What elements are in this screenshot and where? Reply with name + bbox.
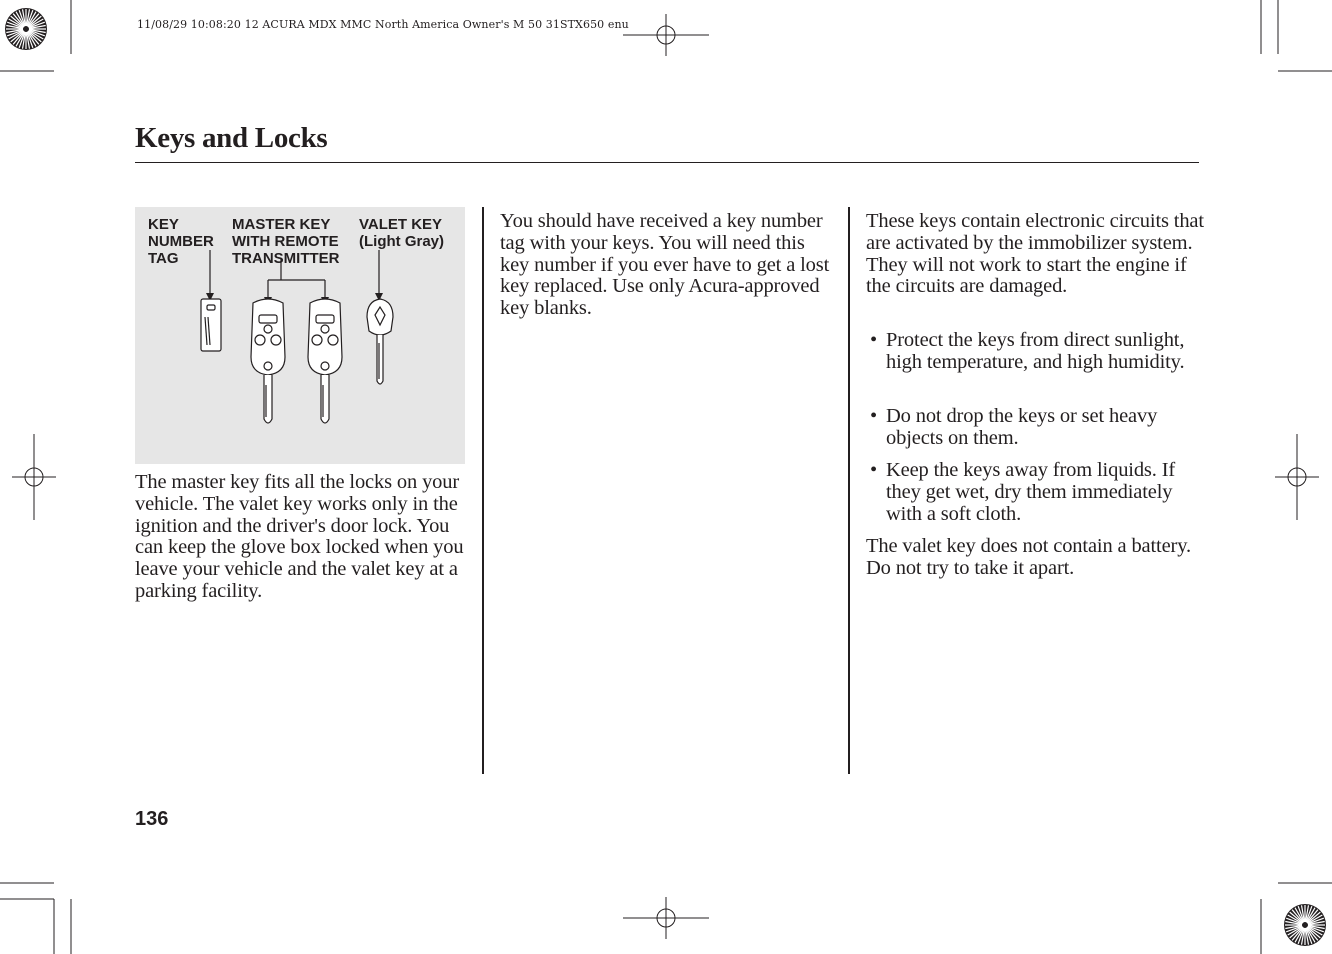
col2-paragraph: You should have received a key number tag with your keys. You will need this key number if you ever have to get a lost key replaced. Use only Acura-approved key blanks. — [500, 210, 830, 320]
master-key-icon — [251, 299, 285, 423]
label-key-number-tag: KEY NUMBER TAG — [148, 216, 214, 267]
bullet-icon: • — [870, 329, 878, 351]
label-valet-key: VALET KEY (Light Gray) — [359, 216, 444, 250]
column-divider — [482, 207, 484, 774]
col3-closing: The valet key does not contain a battery. Do not try to take it apart. — [866, 535, 1191, 579]
col1-paragraph: The master key fits all the locks on your vehicle. The valet key works only in the ignition and the driver's door lock. You can keep the glove box locked when you leave your vehicle and the valet key at a parking facility. — [135, 471, 464, 602]
key-tag-icon — [201, 299, 221, 351]
valet-key-icon — [367, 299, 393, 384]
page-title: Keys and Locks — [135, 122, 328, 154]
page-number: 136 — [135, 808, 169, 830]
list-item-text: Protect the keys from direct sunlight, high temperature, and high humidity. — [886, 329, 1185, 373]
keys-illustration — [135, 207, 465, 464]
label-master-key: MASTER KEY WITH REMOTE TRANSMITTER — [232, 216, 340, 267]
col3-intro: These keys contain electronic circuits that are activated by the immobilizer system. They will not work to start the engine if the circuits are damaged. — [866, 210, 1204, 298]
print-info: 11/08/29 10:08:20 12 ACURA MDX MMC North America Owner's M 50 31STX650 enu — [137, 18, 629, 31]
bullet-icon: • — [870, 405, 878, 427]
list-item-text: Do not drop the keys or set heavy objects on them. — [886, 405, 1158, 449]
master-key-icon — [308, 299, 342, 423]
column-divider — [848, 207, 850, 774]
title-divider — [135, 162, 1199, 163]
keys-figure — [135, 207, 465, 464]
bullet-icon: • — [870, 459, 878, 481]
list-item-text: Keep the keys away from liquids. If they get wet, dry them immediately with a soft cloth. — [886, 459, 1176, 525]
